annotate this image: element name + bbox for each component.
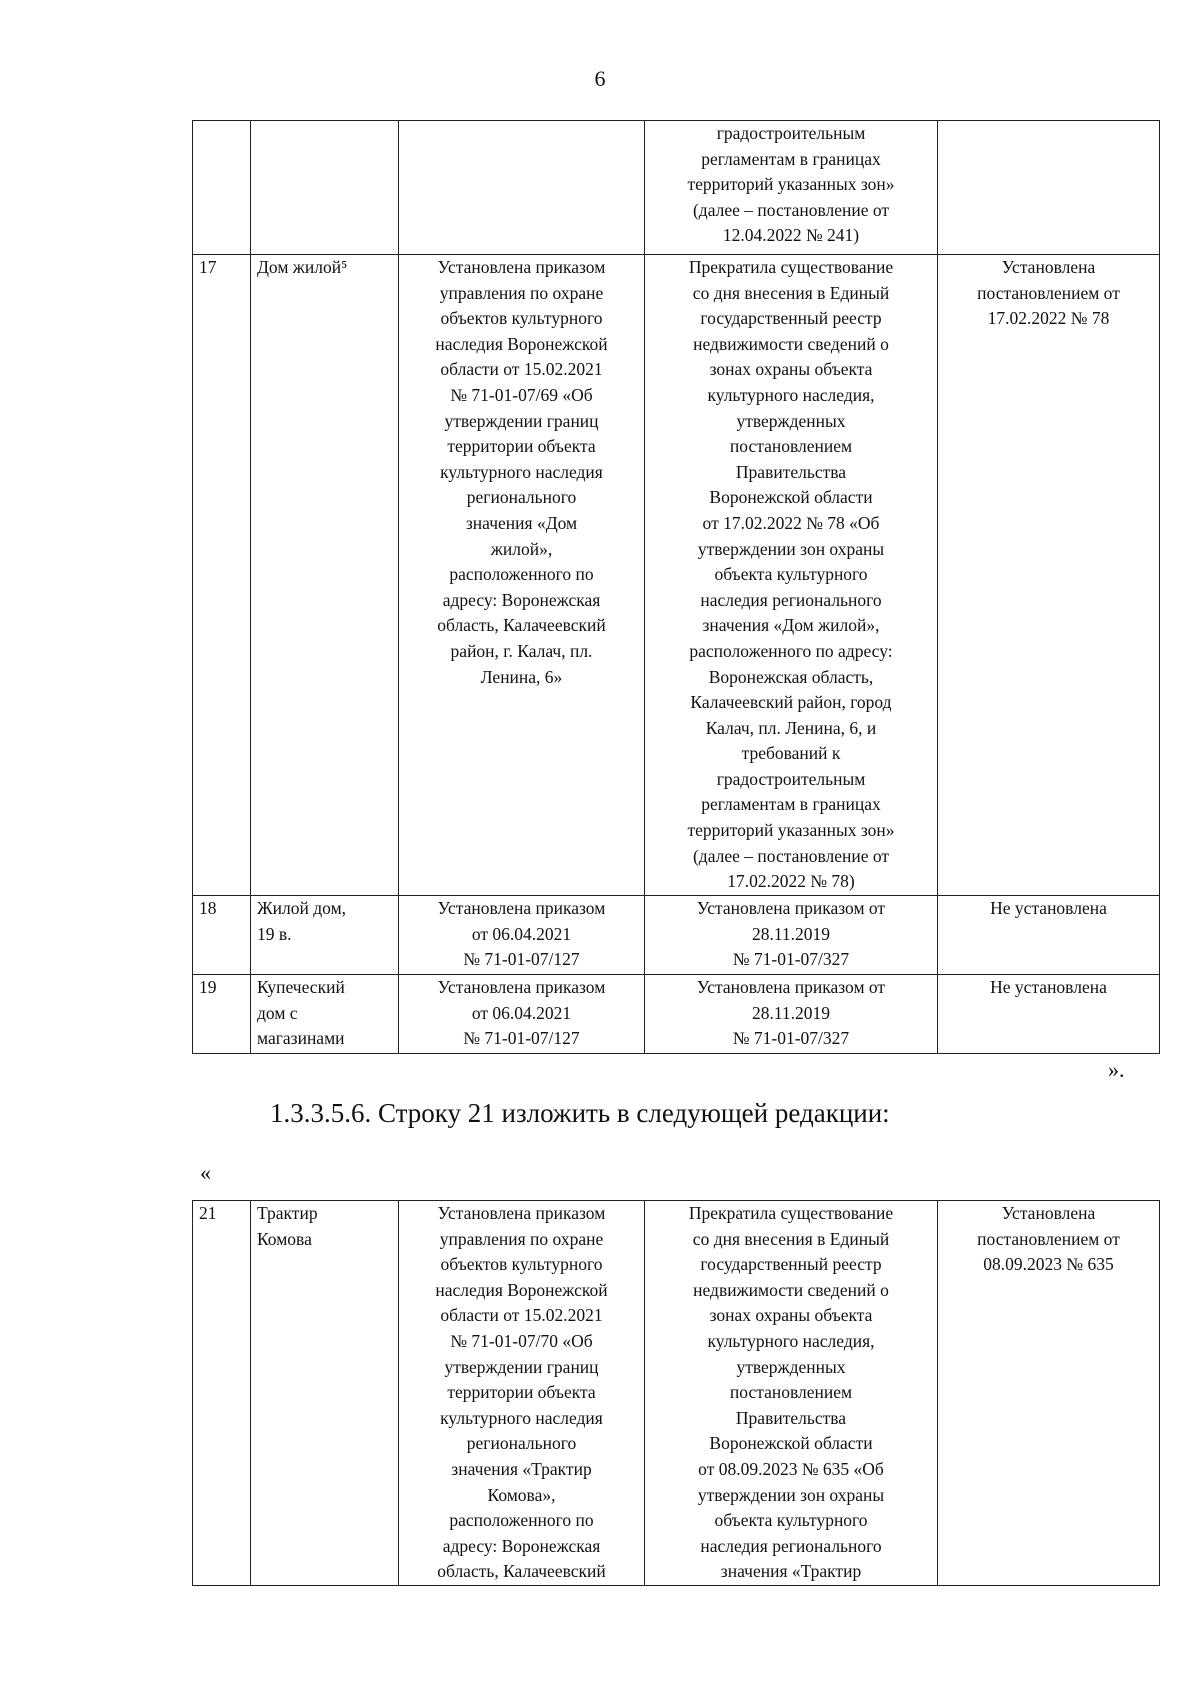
row-number-cell: 19 bbox=[193, 975, 251, 1054]
territory-boundary-cell: Установлена приказом управления по охране объектов культурного наследия Воронежской области от 15.02.2021 № 71-01-07/70 «Об утверждении границ территории объекта культурного наследия регионального значения «Трактир Комова», расположенного по адресу: Воронежская область, Калачеевский bbox=[399, 1201, 645, 1586]
table-row bbox=[193, 121, 1160, 255]
territory-boundary-cell: Установлена приказом от 06.04.2021 № 71-01-07/127 bbox=[399, 975, 645, 1054]
table-row bbox=[193, 255, 1160, 896]
replacement-row-table bbox=[192, 1200, 1160, 1586]
zone-status-cell: Не установлена bbox=[938, 975, 1160, 1054]
zone-status-cell: Установлена постановлением от 17.02.2022 № 78 bbox=[938, 255, 1160, 896]
row-number-cell: 21 bbox=[193, 1201, 251, 1586]
protection-zone-cell: градостроительным регламентам в границах территорий указанных зон» (далее – постановление от 12.04.2022 № 241) bbox=[645, 121, 938, 255]
section-heading: 1.3.3.5.6. Строку 21 изложить в следующей редакции: bbox=[270, 1098, 890, 1128]
protection-zone-cell: Прекратила существование со дня внесения в Единый государственный реестр недвижимости сведений о зонах охраны объекта культурного наследия, утвержденных постановлением Правительства Воронежской области от 17.02.2022 № 78 «Об утверждении зон охраны объекта культурного наследия регионального значения «Дом жилой», расположенного по адресу: Воронежская область, Калачеевский район, город Калач, пл. Ленина, 6, и требований к градостроительным регламентам в границах территорий указанных зон» (далее – постановление от 17.02.2022 № 78) bbox=[645, 255, 938, 896]
object-name-cell: Трактир Комова bbox=[251, 1201, 399, 1586]
table-row bbox=[193, 896, 1160, 975]
zone-status-cell bbox=[938, 121, 1160, 255]
zone-status-cell: Установлена постановлением от 08.09.2023 № 635 bbox=[938, 1201, 1160, 1586]
row-number-cell: 18 bbox=[193, 896, 251, 975]
protection-zone-cell: Прекратила существование со дня внесения в Единый государственный реестр недвижимости сведений о зонах охраны объекта культурного наследия, утвержденных постановлением Правительства Воронежской области от 08.09.2023 № 635 «Об утверждении зон охраны объекта культурного наследия регионального значения «Трактир bbox=[645, 1201, 938, 1586]
object-name-cell bbox=[251, 121, 399, 255]
page-number: 6 bbox=[594, 66, 606, 91]
objects-table bbox=[192, 120, 1160, 1054]
opening-quote: « bbox=[200, 1160, 211, 1185]
closing-quote: ». bbox=[1108, 1057, 1125, 1082]
zone-status-cell: Не установлена bbox=[938, 896, 1160, 975]
row-number-cell bbox=[193, 121, 251, 255]
protection-zone-cell: Установлена приказом от 28.11.2019 № 71-01-07/327 bbox=[645, 975, 938, 1054]
territory-boundary-cell: Установлена приказом управления по охране объектов культурного наследия Воронежской области от 15.02.2021 № 71-01-07/69 «Об утверждении границ территории объекта культурного наследия регионального значения «Дом жилой», расположенного по адресу: Воронежская область, Калачеевский район, г. Калач, пл. Ленина, 6» bbox=[399, 255, 645, 896]
table-row bbox=[193, 1201, 1160, 1586]
object-name-cell: Дом жилой⁵ bbox=[251, 255, 399, 896]
territory-boundary-cell: Установлена приказом от 06.04.2021 № 71-01-07/127 bbox=[399, 896, 645, 975]
object-name-cell: Жилой дом, 19 в. bbox=[251, 896, 399, 975]
territory-boundary-cell bbox=[399, 121, 645, 255]
protection-zone-cell: Установлена приказом от 28.11.2019 № 71-01-07/327 bbox=[645, 896, 938, 975]
object-name-cell: Купеческий дом с магазинами bbox=[251, 975, 399, 1054]
row-number-cell: 17 bbox=[193, 255, 251, 896]
table-row bbox=[193, 975, 1160, 1054]
